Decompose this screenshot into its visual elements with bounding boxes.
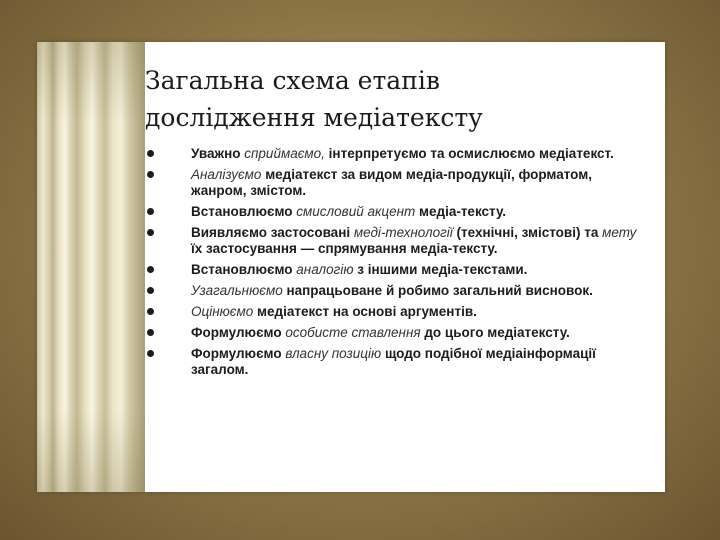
bullet-dot-icon bbox=[147, 308, 154, 315]
bullet-text: медіатекст на основі аргументів. bbox=[257, 304, 477, 319]
bullet-text: (технічні, змістові) та bbox=[456, 225, 603, 240]
bullet-text: Встановлюємо bbox=[191, 262, 297, 277]
bullet-item bbox=[147, 146, 647, 162]
bullet-emphasis-text: аналогію bbox=[296, 262, 358, 277]
bullet-emphasis-text: меді-технології bbox=[353, 225, 457, 240]
bullet-text: їх застосування — спрямування медіа-тексту. bbox=[191, 241, 498, 256]
bullet-dot-icon bbox=[147, 287, 154, 294]
bullet-text: медіа-тексту. bbox=[419, 204, 507, 219]
bullet-item bbox=[147, 304, 647, 320]
bullet-emphasis-text: мету bbox=[602, 225, 637, 240]
pillar-shade bbox=[37, 42, 145, 492]
bullet-emphasis-text: сприймаємо, bbox=[244, 146, 329, 161]
bullet-item bbox=[147, 204, 647, 220]
slide-title-line-2: дослідження медіатексту bbox=[145, 103, 483, 132]
bullet-item bbox=[147, 325, 647, 341]
bullet-text: медіатекст за видом медіа-продукції, форматом, жанром, змістом. bbox=[191, 167, 592, 198]
bullet-item bbox=[147, 283, 647, 299]
bullet-dot-icon bbox=[147, 171, 154, 178]
bullet-emphasis-text: власну позицію bbox=[285, 346, 385, 361]
bullet-emphasis-text: Оцінюємо bbox=[191, 304, 258, 319]
slide bbox=[37, 42, 665, 492]
bullet-dot-icon bbox=[147, 329, 154, 336]
bullet-dot-icon bbox=[147, 229, 154, 236]
slide-title bbox=[145, 62, 645, 136]
bullet-text: Формулюємо bbox=[191, 346, 286, 361]
bullet-emphasis-text: смисловий акцент bbox=[296, 204, 419, 219]
bullet-text: напрацьоване й робимо загальний висновок. bbox=[286, 283, 593, 298]
bullet-emphasis-text: особисте ставлення bbox=[285, 325, 425, 340]
bullet-text: Встановлюємо bbox=[191, 204, 297, 219]
bullet-text: Уважно bbox=[191, 146, 245, 161]
bullet-text: з іншими медіа-текстами. bbox=[357, 262, 528, 277]
bullet-dot-icon bbox=[147, 266, 154, 273]
bullet-emphasis-text: Узагальнюємо bbox=[191, 283, 287, 298]
bullet-item bbox=[147, 167, 647, 199]
bullet-dot-icon bbox=[147, 208, 154, 215]
bullet-text: Виявляємо застосовані bbox=[191, 225, 354, 240]
bullet-dot-icon bbox=[147, 150, 154, 157]
bullet-item bbox=[147, 225, 647, 257]
bullet-list bbox=[147, 146, 647, 383]
bullet-item bbox=[147, 262, 647, 278]
bullet-text: Формулюємо bbox=[191, 325, 286, 340]
bullet-text: до цього медіатексту. bbox=[424, 325, 570, 340]
bullet-text: інтерпретуємо та осмислюємо медіатекст. bbox=[328, 146, 614, 161]
bullet-dot-icon bbox=[147, 350, 154, 357]
bullet-emphasis-text: Аналізуємо bbox=[191, 167, 266, 182]
slide-title-line-1: Загальна схема етапів bbox=[145, 66, 440, 95]
bullet-text: щодо подібної медіаінформації загалом. bbox=[191, 346, 596, 377]
bullet-item bbox=[147, 346, 647, 378]
